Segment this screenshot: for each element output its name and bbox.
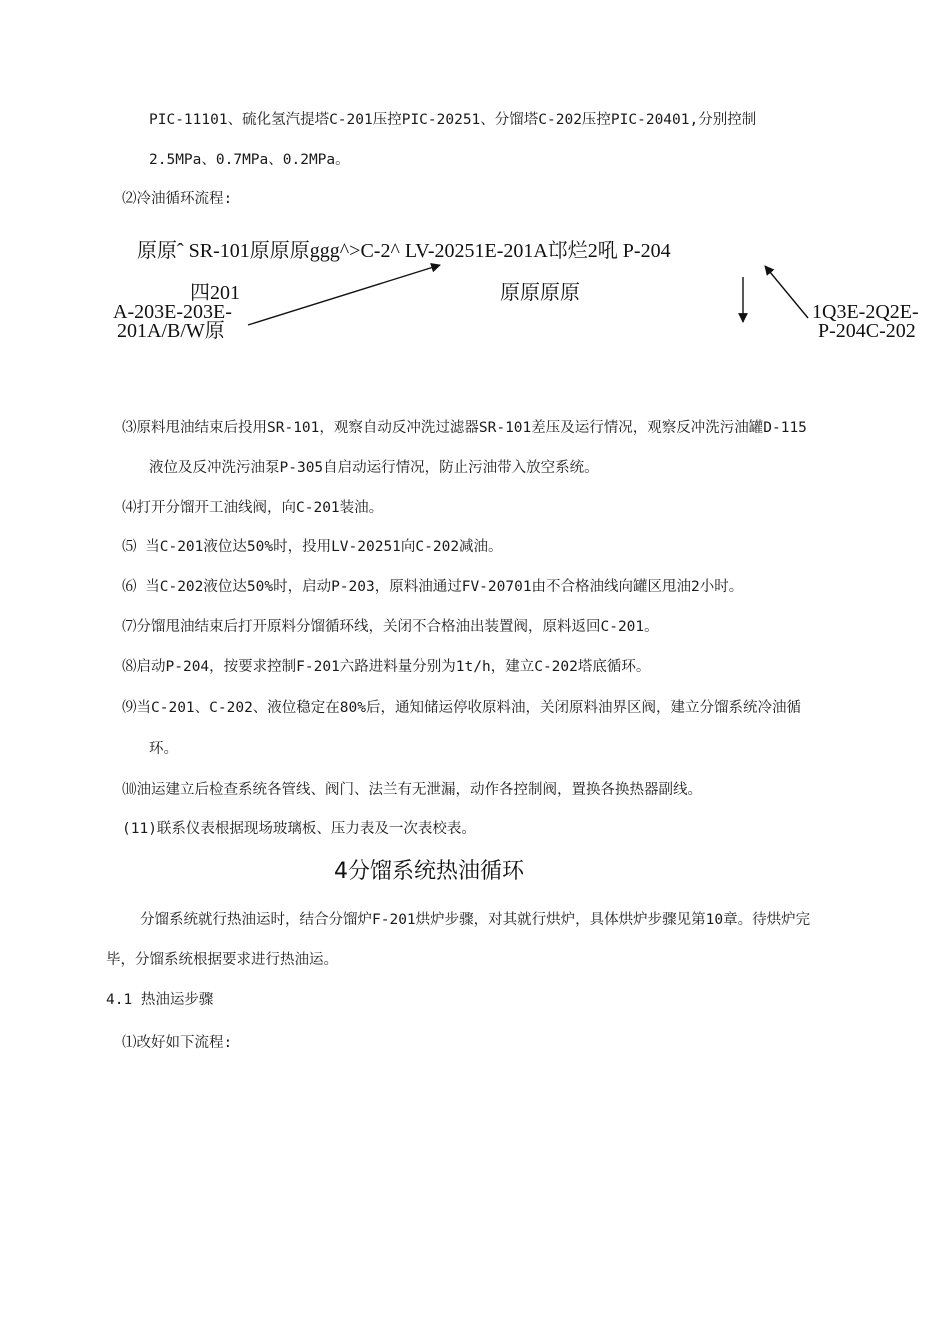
step-5: ⑸ 当C-201液位达50%时，投用LV-20251向C-202减油。 [122, 539, 503, 555]
intro-line-2: 2.5MPa、0.7MPa、0.2MPa。 [149, 152, 350, 168]
section-4-para-line-2: 毕，分馏系统根据要求进行热油运。 [106, 952, 338, 968]
arrow-to-c201 [248, 265, 440, 325]
section-4-heading: 4分馏系统热油循环 [334, 859, 524, 884]
step-9-line-1: ⑼当C-201、C-202、液位稳定在80%后，通知储运停收原料油，关闭原料油界区阀，建立分馏系统冷油循 [122, 700, 801, 716]
step-3-line-2: 液位及反冲洗污油泵P-305自启动运行情况，防止污油带入放空系统。 [149, 460, 599, 476]
cold-oil-flow-title: ⑵冷油循环流程: [122, 191, 233, 207]
step-8: ⑻启动P-204，按要求控制F-201六路进料量分别为1t/h，建立C-202塔底循环。 [122, 659, 651, 675]
step-9-line-2: 环。 [149, 741, 178, 757]
step-4: ⑷打开分馏开工油线阀，向C-201装油。 [122, 500, 384, 516]
flow-middle-label: 原原原原 [500, 282, 580, 304]
section-4-1-step-1: ⑴改好如下流程: [122, 1035, 233, 1051]
flow-right-label-2: P-204C-202 [818, 320, 916, 342]
flow-left-label-1: 四201 [190, 282, 240, 304]
flow-left-label-2: A-203E-203E- [113, 301, 232, 323]
flow-top-row: 原原ˆ SR-101原原原ggg^>C-2^ LV-20251E-201A邙烂2吼 P-204 [137, 240, 671, 262]
flow-right-label-1: 1Q3E-2Q2E- [812, 301, 919, 323]
section-4-1-heading: 4.1 热油运步骤 [106, 992, 214, 1008]
step-10: ⑽油运建立后检查系统各管线、阀门、法兰有无泄漏，动作各控制阀，置换各换热器副线。 [122, 782, 702, 798]
step-3-line-1: ⑶原料甩油结束后投用SR-101，观察自动反冲洗过滤器SR-101差压及运行情况，观察反冲洗污油罐D-115 [122, 420, 807, 436]
arrow-return-c202 [765, 266, 808, 318]
step-7: ⑺分馏甩油结束后打开原料分馏循环线，关闭不合格油出装置阀，原料返回C-201。 [122, 619, 659, 635]
flow-left-label-3: 201A/B/W原 [117, 320, 225, 342]
intro-line-1: PIC-11101、硫化氢汽提塔C-201压控PIC-20251、分馏塔C-202压控PIC-20401,分别控制 [149, 112, 757, 128]
section-4-para-line-1: 分馏系统就行热油运时，结合分馏炉F-201烘炉步骤，对其就行烘炉，具体烘炉步骤见第10章。待烘炉完 [140, 912, 811, 928]
step-11: (11)联系仪表根据现场玻璃板、压力表及一次表校表。 [122, 821, 476, 837]
step-6: ⑹ 当C-202液位达50%时，启动P-203，原料油通过FV-20701由不合格油线向罐区甩油2小时。 [122, 579, 744, 595]
